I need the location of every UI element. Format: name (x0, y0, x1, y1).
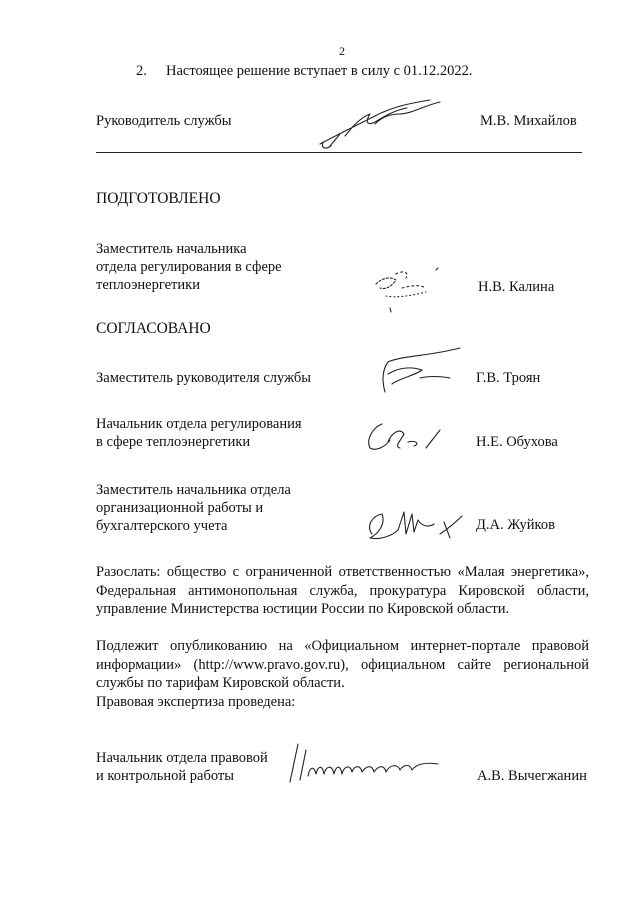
prepared-position-line-2: отдела регулирования в сфере (96, 259, 282, 275)
agreed-heading: СОГЛАСОВАНО (96, 320, 211, 337)
head-name: М.В. Михайлов (480, 113, 577, 129)
prepared-heading: ПОДГОТОВЛЕНО (96, 190, 221, 207)
prepared-position-line-3: теплоэнергетики (96, 277, 200, 293)
legal-name: А.В. Вычегжанин (477, 768, 587, 784)
prepared-position-line-1: Заместитель начальника (96, 241, 247, 257)
head-signature (315, 96, 465, 156)
agreed-1-signature (370, 342, 470, 402)
publication-note: Подлежит опубликованию на «Официальном интернет-портале правовой информации» (http://www.pravo.gov.ru), официальном сайте региональной службы по тарифам Кировской области. (96, 638, 589, 691)
agreed-3-position-line-3: бухгалтерского учета (96, 518, 228, 534)
prepared-signature (366, 254, 456, 314)
agreed-3-name: Д.А. Жуйков (476, 517, 555, 533)
agreed-2-position-line-2: в сфере теплоэнергетики (96, 434, 251, 450)
distribution-list: Разослать: общество с ограниченной ответственностью «Малая энергетика», Федеральная антимонопольная служба, прокуратура Кировской области, управление Министерства юстиции России по Кировской области. (96, 564, 589, 617)
agreed-2-position-line-1: Начальник отдела регулирования (96, 416, 302, 432)
agreed-3-position-line-1: Заместитель начальника отдела (96, 482, 291, 498)
head-position: Руководитель службы (96, 113, 232, 129)
legal-position-line-2: и контрольной работы (96, 768, 234, 784)
page-number: 2 (339, 44, 345, 58)
item-text: Настоящее решение вступает в силу с 01.12.2022. (166, 63, 473, 79)
prepared-name: Н.В. Калина (478, 279, 555, 295)
agreed-2-signature (360, 412, 450, 462)
agreed-3-position-line-2: организационной работы и (96, 500, 264, 516)
legal-review-note: Правовая экспертиза проведена: (96, 694, 296, 710)
agreed-3-signature (358, 500, 468, 550)
legal-position-line-1: Начальник отдела правовой (96, 750, 268, 766)
agreed-2-name: Н.Е. Обухова (476, 434, 558, 450)
agreed-1-name: Г.В. Троян (476, 370, 541, 386)
agreed-1-position: Заместитель руководителя службы (96, 370, 312, 386)
item-number: 2. (136, 63, 147, 79)
legal-signature (280, 736, 450, 796)
signature-rule (96, 152, 582, 153)
